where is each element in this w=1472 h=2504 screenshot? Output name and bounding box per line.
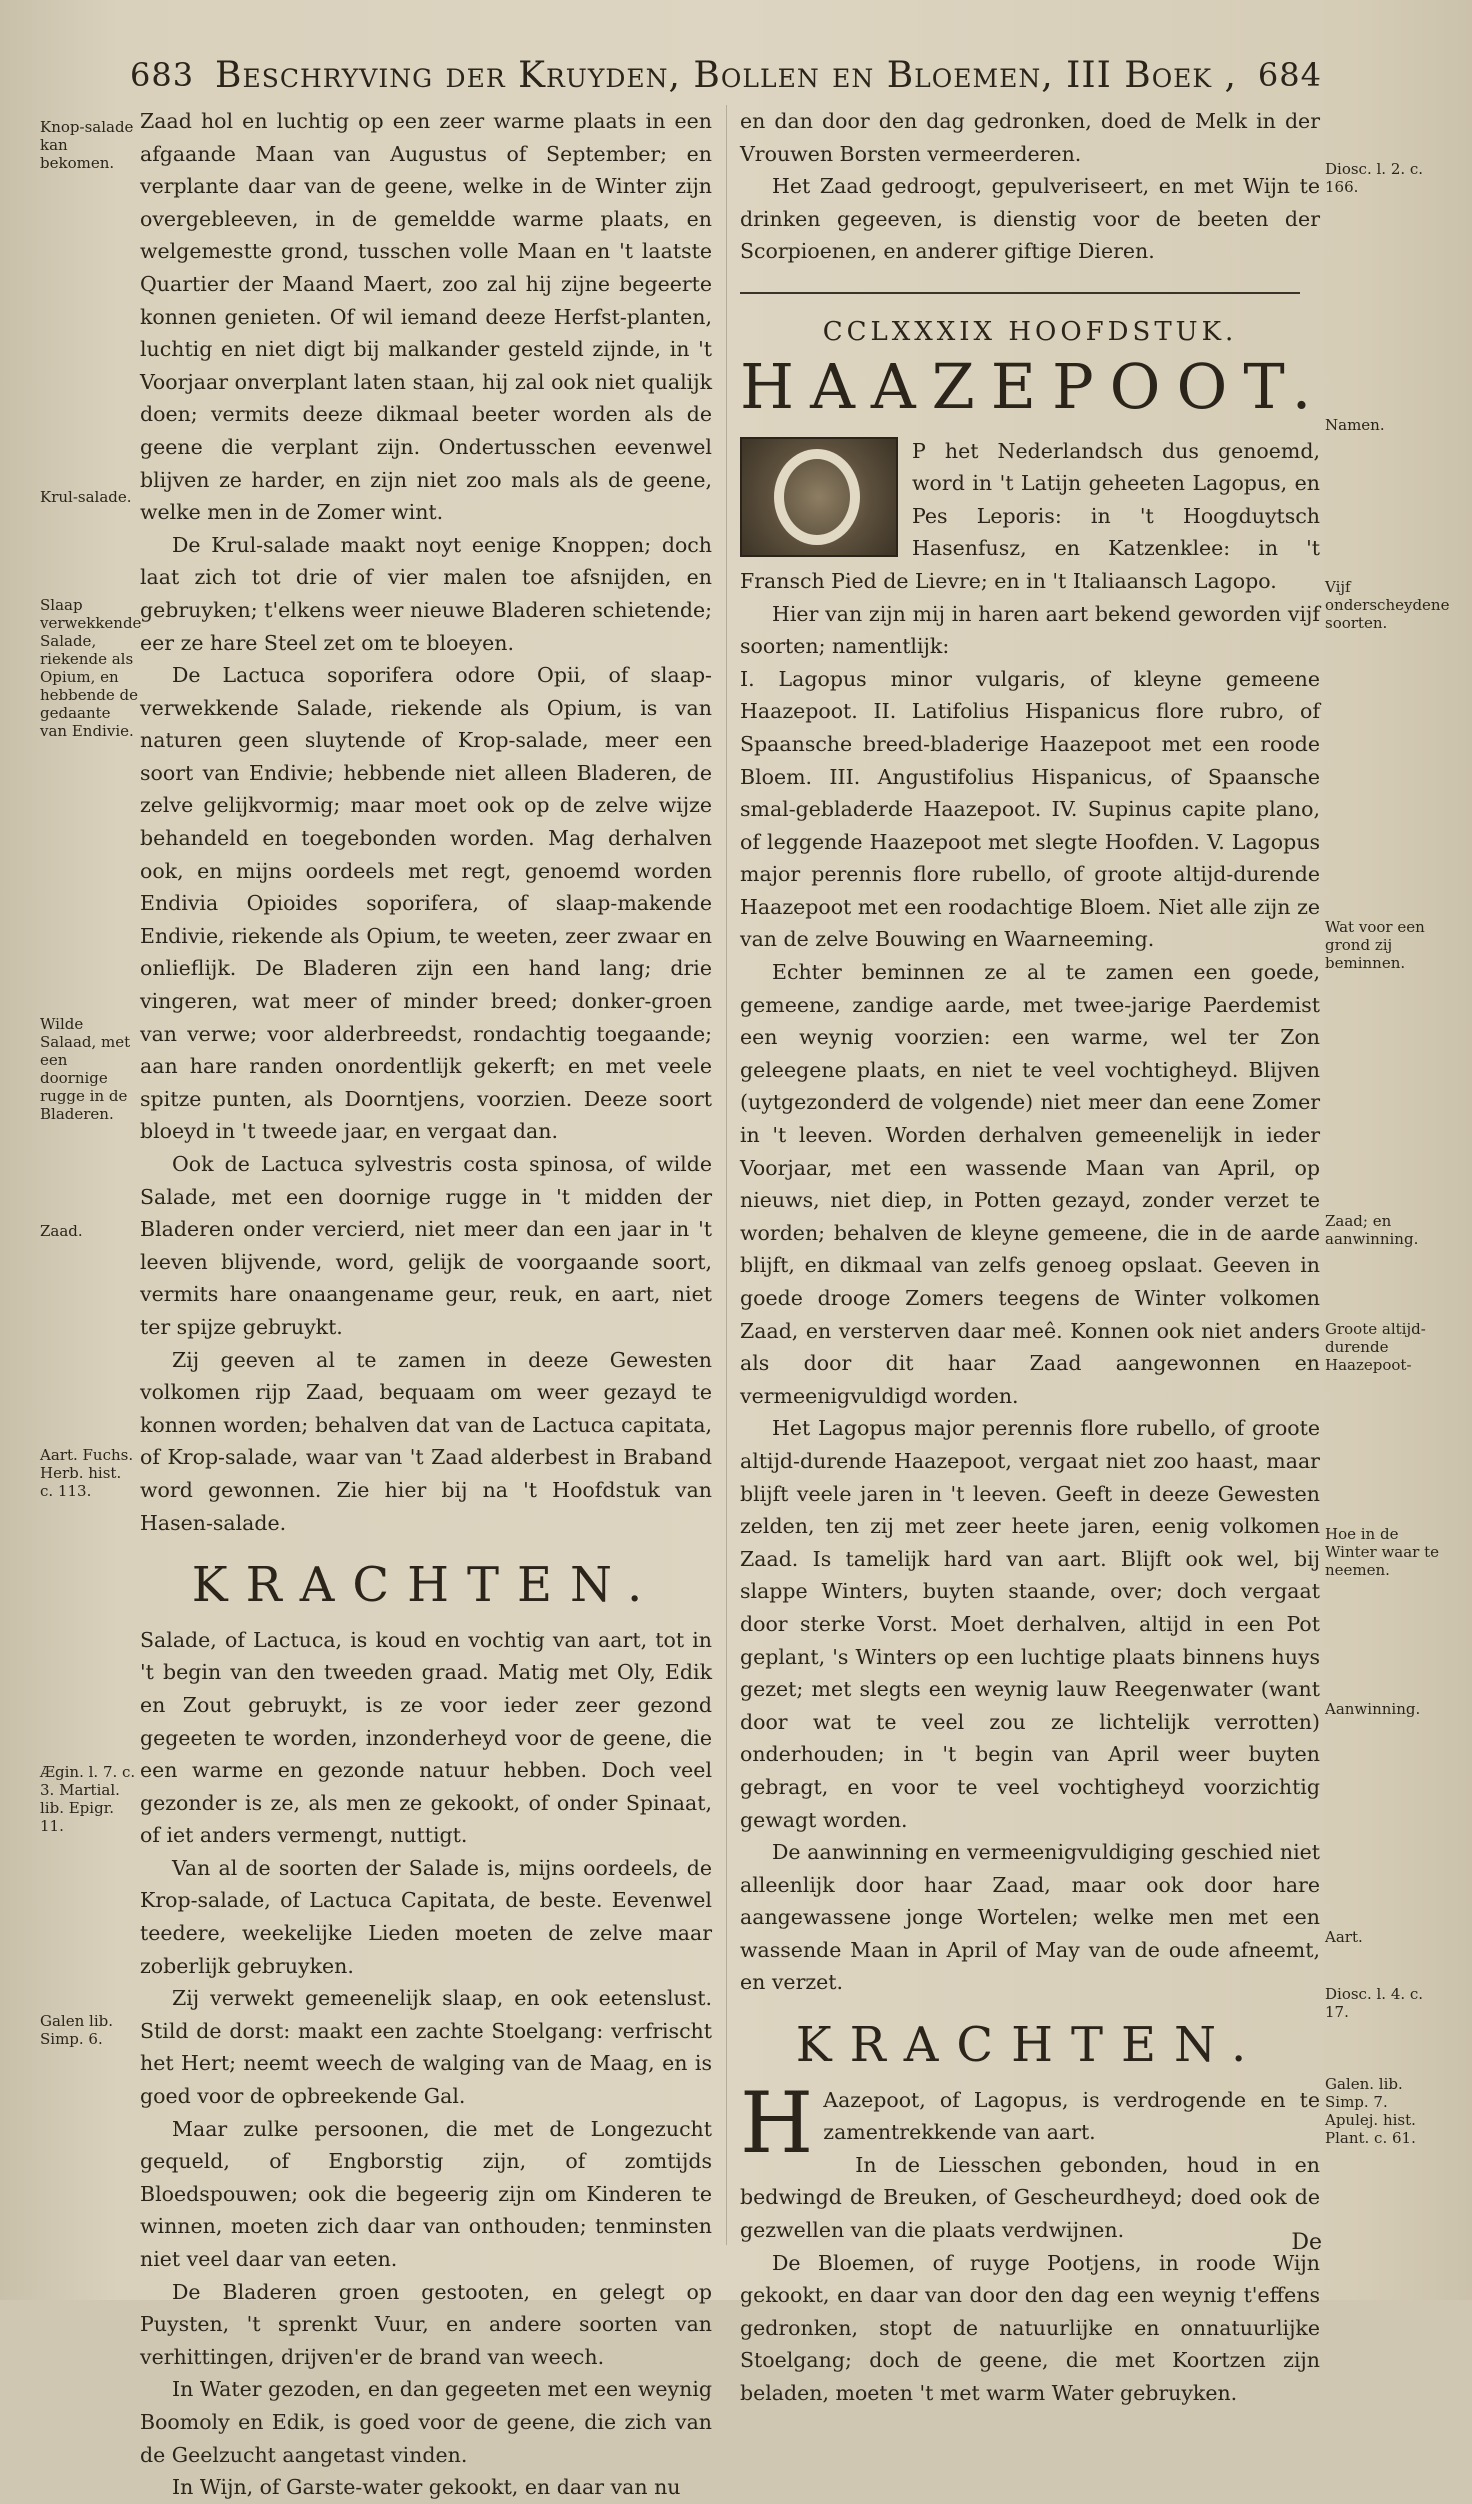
margin-note: Aart. [1325,1928,1363,1946]
paragraph: De aanwinning en vermeenigvuldiging geschied niet alleenlijk door haar Zaad, maar ook door hare aangewassene jonge Wortelen; welke men met een wassende Maan in April of May van de oude afneemt, en verzet. [740,1840,1320,1995]
right-column [740,105,1328,2410]
paragraph: Echter beminnen ze al te zamen een goede, gemeene, zandige aarde, met twee-jarige Paerdemist een weynig voorzien: een warme, wel ter Zon geleegene plaats, en niet te veel vochtigheyd. Blijven (uytgezonderd de volgende) niet meer dan eene Zomer in 't leeven. Worden derhalven gemeenelijk in ieder Voorjaar, met een wassende Maan van April, op nieuws, niet diep, in Potten gezayd, zonder verzet te worden; behalven de kleyne gemeene, die in de aarde blijft, en dikmaal van zelfs genoeg opslaat. Geeven in goede drooge Zomers teegens de Winter volkomen Zaad, en versterven daar meê. Konnen ook niet anders als door dit haar Zaad aangewonnen en vermeenigvuldigd worden. [740,960,1320,1408]
paragraph: De Bladeren groen gestooten, en gelegt op Puysten, 't sprenkt Vuur, en andere soorten van verhittingen, drijven'er de brand van weech. [140,2279,712,2369]
margin-note: Galen. lib. Simp. 7. Apulej. hist. Plant. c. 61. [1325,2075,1416,2147]
paragraph: Zij verwekt gemeenelijk slaap, en ook eetenslust. Stild de dorst: maakt een zachte Stoelgang: verfrischt het Hert; neemt weech de walging van de Maag, en is goed voor de opbreekende Gal. [140,1986,712,2109]
paragraph: De Krul-salade maakt noyt eenige Knoppen; doch laat zich tot drie of vier malen toe afsnijden, en gebruyken; t'elkens weer nieuwe Bladeren schietende; eer ze hare Steel zet om te bloeyen. [140,532,712,655]
paragraph: In Wijn, of Garste-water gekookt, en daar van nu [172,2475,681,2500]
paragraph: I. Lagopus minor vulgaris, of kleyne gemeene Haazepoot. II. Latifolius Hispanicus flore rubro, of Spaansche breed-bladerige Haazepoot met een roode Bloem. III. Angustifolius Hispanicus, of Spaansche smal-gebladerde Haazepoot. IV. Supinus capite plano, of leggende Haazepoot met slegte Hoofden. V. Lagopus major perennis flore rubello, of groote altijd-durende Haazepoot met een roodachtige Bloem. Niet alle zijn ze van de zelve Bouwing en Waarneeming. [740,666,1320,952]
margin-note: Zaad. [40,1222,83,1240]
paragraph: Het Lagopus major perennis flore rubello, of groote altijd-durende Haazepoot, vergaat niet zoo haast, maar blijft veele jaren in 't leeven. Geeft in deeze Gewesten zelden, ten zij met zeer heete jaren, eenig volkomen Zaad. Is tamelijk hard van aart. Blijft ook wel, bij slappe Winters, buyten staande, over; doch vergaat door sterke Vorst. Moet derhalven, altijd in een Pot geplant, 's Winters op een luchtige plaats binnens huys gezet; met slegts een weynig lauw Reegenwater (want door wat te veel zou ze lichtelijk verrotten) onderhouden; in 't begin van April weer buyten gebragt, en voor te veel vochtigheyd voorzichtig gewagt worden. [740,1416,1320,1832]
paragraph: In de Liesschen gebonden, houd in en bedwingd de Breuken, of Gescheurdheyd; doed ook de gezwellen van die plaats verdwijnen. [740,2152,1320,2243]
margin-note: Namen. [1325,416,1385,434]
margin-note: Knop-salade kan bekomen. [40,118,134,172]
section-rule [740,292,1300,294]
left-column [140,105,712,2504]
margin-note: Zaad; en aanwinning. [1325,1212,1419,1248]
page-number-left: 683 [130,56,195,94]
chapter-title: HAAZEPOOT. [740,349,1328,423]
drop-cap: H [740,2073,814,2172]
chapter-number: CCLXXXIX HOOFDSTUK. [822,316,1238,347]
section-heading-krachten: KRACHTEN. [191,1557,661,1614]
margin-note: Wilde Salaad, met een doornige rugge in de Bladeren. [40,1015,131,1123]
margin-note: Diosc. l. 4. c. 17. [1325,1985,1424,2021]
header-title: Beschryving der Kruyden, Bollen en Bloemen, III Boek , [214,54,1237,96]
page-number-right: 684 [1257,56,1322,94]
paragraph: Van al de soorten der Salade is, mijns oordeels, de Krop-salade, of Lactuca Capitata, de beste. Eevenwel teedere, weekelijke Lieden moeten de zelve maar zoberlijk gebruyken. [140,1855,712,1978]
paragraph: De Lactuca soporifera odore Opii, of slaap-verwekkende Salade, riekende als Opium, is van naturen geen sluytende of Krop-salade, meer een soort van Endivie; hebbende niet alleen Bladeren, de zelve gelijkvormig; maar moet ook op de zelve wijze behandeld en toegebonden worden. Mag derhalven ook, en mijns oordeels met regt, genoemd worden Endivia Opioides soporifera, of slaap-makende Endivie, riekende als Opium, te weeten, zeer zwaar en onlieflijk. De Bladeren zijn een hand lang; drie vingeren, wat meer of minder breed; donker-groen van verwe; voor alderbreedst, rondachtig toegaande; aan hare randen onordentlijk gekerft; en met veele spitze punten, als Doorntjens, voorzien. Deeze soort bloeyd in 't tweede jaar, en vergaat dan. [140,663,712,1144]
paragraph: Hier van zijn mij in haren aart bekend geworden vijf soorten; namentlijk: [740,601,1320,659]
paragraph: Zij geeven al te zamen in deeze Gewesten volkomen rijp Zaad, bequaam om weer gezayd te konnen worden; behalven dat van de Lactuca capitata, of Krop-salade, waar van 't Zaad alderbest in Braband word gewonnen. Zie hier bij na 't Hoofdstuk van Hasen-salade. [140,1347,712,1535]
paragraph: Maar zulke persoonen, die met de Longezucht gequeld, of Engborstig zijn, of zomtijds Bloedspouwen; ook die begeerig zijn om Kinderen te winnen, moeten zich daar van onthouden; tenminsten niet veel daar van eeten. [140,2116,712,2271]
catchword: De [1291,2230,1322,2255]
ornamental-initial-o-icon [774,449,860,545]
ornamental-initial [740,437,898,557]
margin-note: Ægin. l. 7. c. 3. Martial. lib. Epigr. 11. [40,1763,136,1835]
margin-note: Aart. Fuchs. Herb. hist. c. 113. [40,1446,134,1500]
paragraph: In Water gezoden, en dan gegeeten met een weynig Boomoly en Edik, is goed voor de geene, die zich van de Geelzucht aangetast vinden. [140,2377,712,2467]
paragraph-text: Aazepoot, of Lagopus, is verdrogende en te zamentrekkende van aart. [823,2087,1320,2145]
running-header [130,48,1322,102]
paragraph-intro: P het Nederlandsch dus genoemd, word in 't Latijn geheeten Lagopus, en Pes Leporis: in 't Hoogduytsch Hasenfusz, en Katzenklee: in 't Fransch Pied de Lievre; en in 't Italiaansch Lagopo. [740,438,1320,593]
margin-note: Slaap verwekkende Salade, riekende als Opium, en hebbende de gedaante van Endivie. [40,596,142,740]
margin-note: Aanwinning. [1325,1700,1421,1718]
margin-note: Groote altijd-durende Haazepoot- [1325,1320,1426,1374]
margin-note: Krul-salade. [40,488,132,506]
margin-note: Wat voor een grond zij beminnen. [1325,918,1425,972]
section-heading-krachten: KRACHTEN. [795,2017,1265,2074]
paragraph: Zaad hol en luchtig op een zeer warme plaats in een afgaande Maan van Augustus of September; en verplante daar van de geene, welke in de Winter zijn overgebleeven, in de gemeldde warme plaats, en welgemestte grond, tusschen volle Maan en 't laatste Quartier der Maand Maert, zoo zal hij zijne begeerte konnen genieten. Of wil iemand deeze Herfst-planten, luchtig en niet digt bij malkander gesteld zijnde, in 't Voorjaar onverplant laten staan, hij zal ook niet qualijk doen; vermits deeze dikmaal beeter worden als de geene die verplant zijn. Ondertusschen eevenwel blijven ze harder, en zijn niet zoo mals als de geene, welke men in de Zomer wint. [140,109,712,525]
paragraph: Het Zaad gedroogt, gepulveriseert, en met Wijn te drinken gegeeven, is dienstig voor de beeten der Scorpioenen, en anderer giftige Dieren. [740,174,1320,264]
margin-note: Hoe in de Winter waar te neemen. [1325,1525,1440,1579]
margin-note: Diosc. l. 2. c. 166. [1325,160,1424,196]
paragraph: Salade, of Lactuca, is koud en vochtig van aart, tot in 't begin van den tweeden graad. Matig met Oly, Edik en Zout gebruykt, is ze voor ieder zeer gezond gegeeten te worden, inzonderheyd voor de geene, die een warme en gezonde natuur hebben. Doch veel gezonder is ze, als men ze gekookt, of onder Spinaat, of iet anders vermengt, nuttigt. [140,1627,712,1848]
column-divider [726,105,727,2245]
paragraph: Ook de Lactuca sylvestris costa spinosa, of wilde Salade, met een doornige rugge in 't midden der Bladeren onder vercierd, niet meer dan een jaar in 't leeven blijvende, word, gelijk de voorgaande soort, vermits hare onaangename geur, reuk, en aart, niet ter spijze gebruykt. [140,1152,712,1339]
margin-note: Galen lib. Simp. 6. [40,2012,113,2048]
paragraph [740,2073,1320,2172]
paragraph: en dan door den dag gedronken, doed de Melk in der Vrouwen Borsten vermeerderen. [740,109,1320,166]
paragraph: De Bloemen, of ruyge Pootjens, in roode Wijn gekookt, en daar van door den dag een weynig t'effens gedronken, stopt de natuurlijke en onnatuurlijke Stoelgang; doch de geene, die met Koortzen zijn beladen, moeten 't met warm Water gebruyken. [740,2250,1320,2405]
margin-note: Vijf onderscheydene soorten. [1325,578,1450,632]
